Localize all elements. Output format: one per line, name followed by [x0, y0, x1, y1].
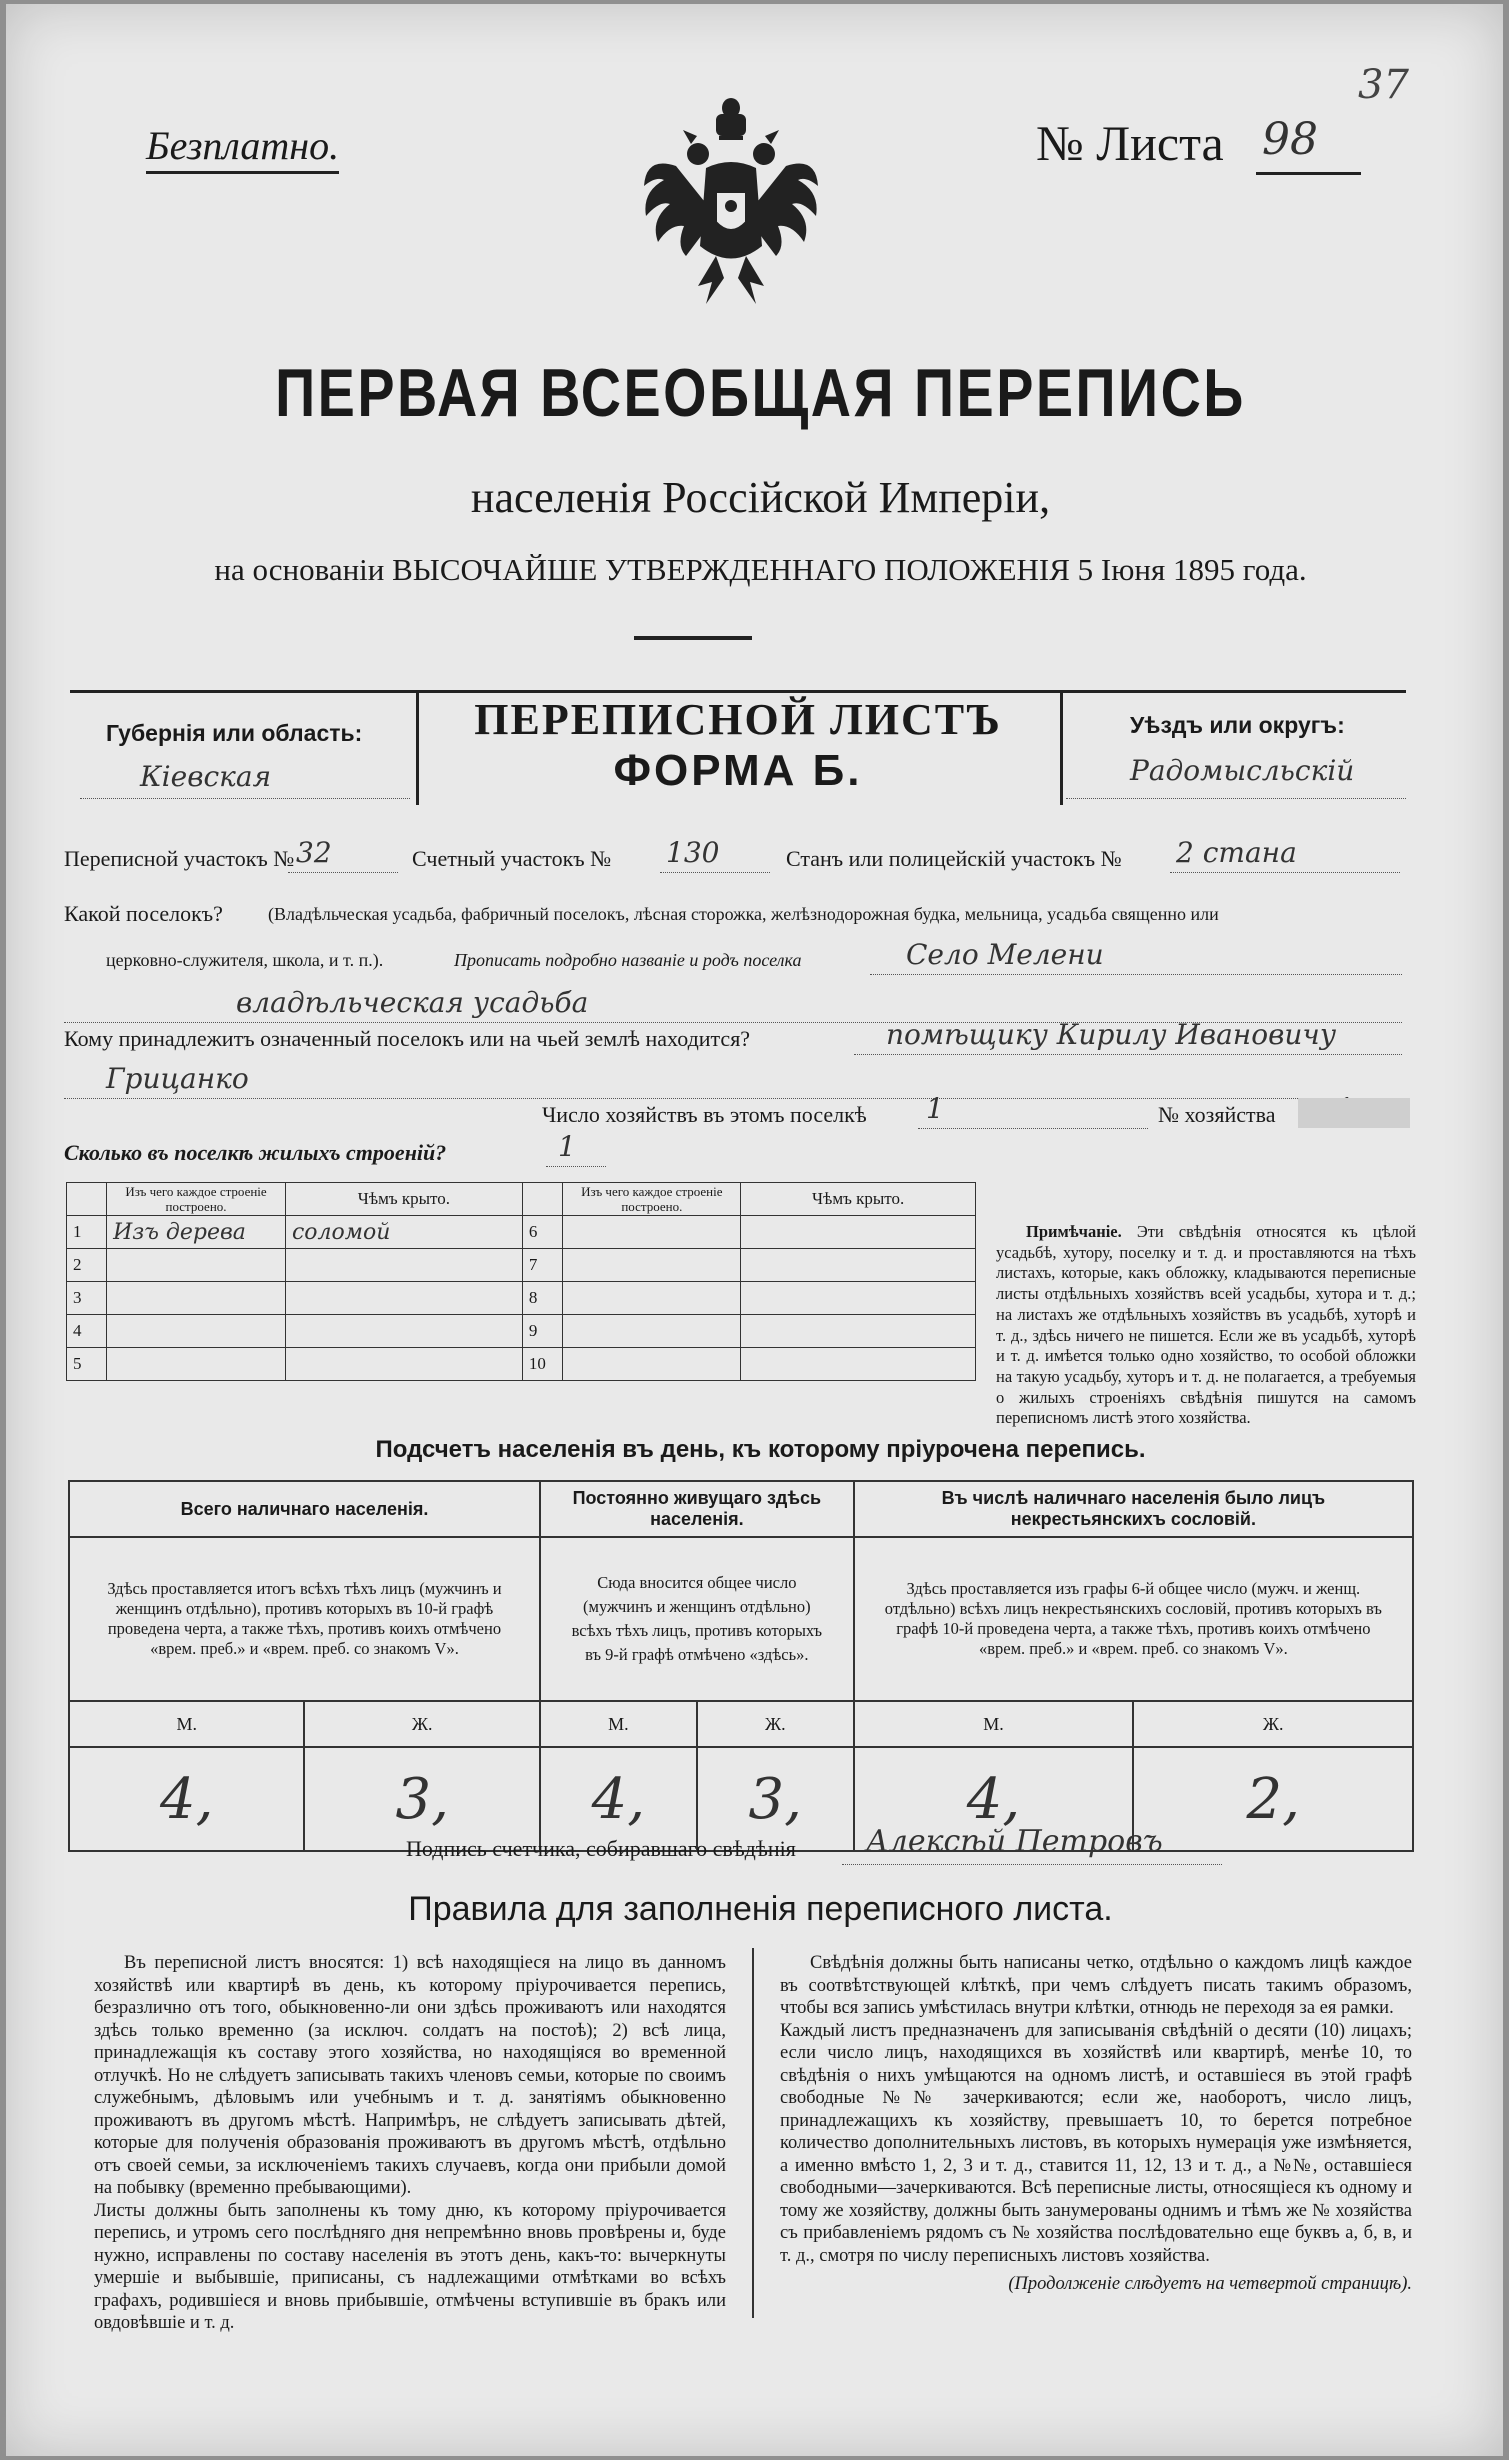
- province-value: Кіевская: [140, 760, 272, 793]
- census-area-value: 32: [296, 836, 332, 869]
- owner-value-2: Грицанко: [106, 1062, 249, 1095]
- settlement-value-2: владѣльческая усадьба: [236, 986, 589, 1019]
- owner-question: Кому принадлежитъ означенный поселокъ или на чьей землѣ находится?: [64, 1026, 751, 1051]
- col-roof-right: Чѣмъ крыто.: [741, 1183, 976, 1216]
- census-area-label: Переписной участокъ №: [64, 846, 295, 871]
- building-number: 9: [522, 1315, 562, 1348]
- pop-col1-text: Здѣсь проставляется итогъ всѣхъ тѣхъ лицъ (мужчинъ и женщинъ отдѣльно), противъ которыхъ въ 10-й графѣ проведена черта, а также тѣхъ, противъ коихъ отмѣчено «врем. преб.» и «врем. преб. со знакомъ V».: [69, 1537, 540, 1701]
- census-basis: на основаніи ВЫСОЧАЙШЕ УТВЕРЖДЕННАГО ПОЛОЖЕНІЯ 5 Іюня 1895 года.: [214, 552, 1307, 587]
- population-heading: Подсчетъ населенія въ день, къ которому пріурочена перепись.: [375, 1436, 1146, 1463]
- building-material: [107, 1315, 286, 1348]
- rules-divider: [752, 1948, 754, 2318]
- settlement-hint-2: церковно-служителя, школа, и т. п.).: [106, 950, 384, 970]
- buildings-table-row: [67, 1348, 976, 1381]
- households-label: Число хозяйствъ въ этомъ поселкѣ: [542, 1102, 867, 1127]
- settlement-instruction: Прописать подробно названіе и родъ поселка: [454, 950, 802, 970]
- building-roof: [285, 1348, 522, 1381]
- pop-value: 3,: [304, 1747, 539, 1851]
- pop-m-label: М.: [854, 1701, 1134, 1747]
- census-subtitle: населенія Россійской Имперіи,: [470, 473, 1051, 522]
- population-table: [68, 1480, 1414, 1852]
- building-material: [107, 1282, 286, 1315]
- free-label: Безплатно.: [146, 122, 339, 174]
- building-roof: [741, 1282, 976, 1315]
- building-number: 3: [67, 1282, 107, 1315]
- sheet-number-value: 98: [1262, 114, 1318, 165]
- households-value: 1: [926, 1092, 944, 1125]
- buildings-table: [66, 1182, 976, 1381]
- count-area-label: Счетный участокъ №: [412, 846, 612, 871]
- building-roof: [741, 1348, 976, 1381]
- pop-mf-row: [69, 1701, 1413, 1747]
- district-value: Радомысльскій: [1130, 754, 1355, 787]
- pop-value: 4,: [540, 1747, 697, 1851]
- archive-number: 37: [1358, 62, 1409, 108]
- buildings-table-row: [67, 1249, 976, 1282]
- rules-right-text: Свѣдѣнія должны быть написаны четко, отдѣльно о каждомъ лицѣ каждое въ соотвѣтствующей клѣткѣ, при чемъ слѣдуетъ писать такимъ образомъ, чтобы вся запись умѣстилась внутри клѣтки, отнюдь не переходя за ея рамки. Каждый листъ предназначенъ для записыванія свѣдѣній о десяти (10) лицахъ; если число лицъ, находящихся въ хозяйствѣ или квартирѣ, менѣе 10, то свѣдѣнія о нихъ умѣщаются на одномъ листѣ, и оставшіеся въ этой графѣ свободные №№ зачеркиваются; если же, наоборотъ, число лицъ, принадлежащихъ къ хозяйству, превышаетъ 10, то берется потребное количество дополнительныхъ листовъ, въ которыхъ нумерація уже измѣняется, а именно вмѣсто 1, 2, 3 и т. д., ставится 11, 12, 13 и т. д., а №№, оставшіеся свободными—зачеркиваются. Всѣ переписные листы, относящіеся къ одному и тому же хозяйству, должны быть занумерованы однимъ и тѣмъ же № хозяйства съ прибавленіемъ рядомъ съ № хозяйства послѣдовательно еще буквъ а, б, в, и т. д., смотря по числу переписныхъ листовъ хозяйства.: [780, 1953, 1412, 2266]
- settlement-hint-1: (Владѣльческая усадьба, фабричный поселокъ, лѣсная сторожка, желѣзнодорожная будка, мельница, усадьба священно или: [268, 904, 1219, 924]
- buildings-table-header: [67, 1183, 976, 1216]
- pop-f-label: Ж.: [1133, 1701, 1413, 1747]
- building-material: Изъ дерева: [107, 1216, 286, 1249]
- rules-continued: (Продолженіе слѣдуетъ на четвертой страницѣ).: [1008, 2274, 1412, 2294]
- imperial-eagle-emblem: [636, 96, 826, 326]
- pop-col3-title: Въ числѣ наличнаго населенія было лицъ некрестьянскихъ сословій.: [854, 1481, 1413, 1537]
- col-roof-left: Чѣмъ крыто.: [285, 1183, 522, 1216]
- building-material: [563, 1348, 741, 1381]
- building-roof: [741, 1216, 976, 1249]
- building-material: [107, 1249, 286, 1282]
- pop-col1-title: Всего наличнаго населенія.: [69, 1481, 540, 1537]
- building-roof: соломой: [285, 1216, 522, 1249]
- rules-right-column: [780, 1952, 1412, 2296]
- building-material: [563, 1249, 741, 1282]
- col-built-left: Изъ чего каждое строеніе построено.: [107, 1183, 286, 1216]
- building-material: [563, 1216, 741, 1249]
- building-roof: [285, 1315, 522, 1348]
- pop-f-label: Ж.: [304, 1701, 539, 1747]
- note-title: Примѣчаніе.: [1026, 1222, 1122, 1241]
- census-main-title: ПЕРВАЯ ВСЕОБЩАЯ ПЕРЕПИСЬ: [275, 355, 1246, 431]
- sheet-number-label: № Листа: [1036, 115, 1224, 171]
- form-title: ПЕРЕПИСНОЙ ЛИСТЪ: [474, 695, 1002, 744]
- station-label: Станъ или полицейскій участокъ №: [786, 846, 1122, 871]
- household-number-label: № хозяйства: [1158, 1102, 1276, 1127]
- form-header-box: [70, 690, 1406, 805]
- sheet-number-underline: [1256, 172, 1361, 175]
- building-number: 2: [67, 1249, 107, 1282]
- pop-value: 3,: [697, 1747, 854, 1851]
- station-value: 2 стана: [1176, 836, 1297, 869]
- building-roof: [285, 1282, 522, 1315]
- pop-f-label: Ж.: [697, 1701, 854, 1747]
- building-number: 5: [67, 1348, 107, 1381]
- note-block: [996, 1222, 1416, 1429]
- form-name: ФОРМА Б.: [613, 746, 863, 795]
- buildings-label: Сколько въ поселкѣ жилыхъ строеній?: [64, 1140, 447, 1165]
- building-material: [107, 1348, 286, 1381]
- buildings-value: 1: [558, 1130, 576, 1163]
- building-number: 10: [522, 1348, 562, 1381]
- pop-col2-text: Сюда вносится общее число (мужчинъ и женщинъ отдѣльно) всѣхъ тѣхъ лицъ, противъ которыхъ въ 9-й графѣ отмѣчено «здѣсь».: [540, 1537, 854, 1701]
- pop-value: 2,: [1133, 1747, 1413, 1851]
- province-label: Губернія или область:: [106, 720, 363, 746]
- title-divider: [634, 636, 752, 640]
- col-built-right: Изъ чего каждое строеніе построено.: [563, 1183, 741, 1216]
- rules-left-text: Въ переписной листъ вносятся: 1) всѣ находящіеся на лицо въ данномъ хозяйствѣ или квартирѣ въ день, къ которому пріурочивается перепись, безразлично отъ того, обыкновенно-ли они здѣсь проживаютъ или находятся здѣсь только временно (за исключ. солдатъ на постоѣ); 2) всѣ лица, принадлежащія къ составу этого хозяйства, но находящіяся во временной отлучкѣ. Но не слѣдуетъ записывать такихъ членовъ семьи, которые по своимъ служебнымъ, дѣловымъ или учебнымъ и т. д. занятіямъ обыкновенно проживаютъ въ другомъ мѣстѣ. Напримѣръ, не слѣдуетъ записывать дѣтей, которые для полученія образованія проживаютъ въ другомъ мѣстѣ, отдѣльно отъ своей семьи, за исключеніемъ такихъ случаевъ, когда они прибыли домой на побывку (временно пребывающими). Листы должны быть заполнены къ тому дню, къ которому пріурочивается перепись, и утромъ сего послѣдняго дня непремѣнно вновь провѣрены и, буде нужно, исправлены по составу населенія въ этотъ день, какъ-то: вычеркнуты умершіе и выбывшіе, приписаны, съ надлежащими отмѣтками во всѣхъ графахъ, родившіеся и вновь прибывшіе, отмѣчены вступившіе въ бракъ или овдовѣвшіе и т. д.: [94, 1953, 726, 2333]
- building-number: 4: [67, 1315, 107, 1348]
- pop-value: 4,: [854, 1747, 1134, 1851]
- settlement-question: Какой поселокъ?: [64, 901, 223, 926]
- pop-m-label: М.: [69, 1701, 304, 1747]
- pop-col3-text: Здѣсь проставляется изъ графы 6-й общее число (мужч. и женщ. отдѣльно) всѣхъ лицъ некрестьянскихъ сословій, противъ которыхъ въ графѣ 10-й проведена черта, а также тѣхъ, противъ коихъ отмѣчено «врем. преб.» и «врем. преб. со знакомъ V».: [854, 1537, 1413, 1701]
- pop-value: 4,: [69, 1747, 304, 1851]
- building-number: 7: [522, 1249, 562, 1282]
- buildings-table-row: [67, 1315, 976, 1348]
- building-roof: [285, 1249, 522, 1282]
- building-material: [563, 1315, 741, 1348]
- count-area-value: 130: [666, 836, 720, 869]
- buildings-table-row: [67, 1282, 976, 1315]
- signature-value: Алексѣй Петровъ: [866, 1824, 1163, 1859]
- household-number-box: [1298, 1098, 1410, 1128]
- owner-value-1: помѣщику Кирилу Ивановичу: [886, 1018, 1337, 1051]
- building-number: 8: [522, 1282, 562, 1315]
- settlement-value-1: Село Мелени: [906, 938, 1104, 971]
- census-sheet: [6, 4, 1503, 2456]
- pop-m-label: М.: [540, 1701, 697, 1747]
- building-material: [563, 1282, 741, 1315]
- rules-heading: Правила для заполненія переписного листа.: [408, 1890, 1113, 1928]
- building-number: 6: [522, 1216, 562, 1249]
- buildings-table-row: [67, 1216, 976, 1249]
- building-roof: [741, 1249, 976, 1282]
- pop-col2-title: Постоянно живущаго здѣсь населенія.: [540, 1481, 854, 1537]
- note-text: Эти свѣдѣнія относятся къ цѣлой усадьбѣ, хутору, поселку и т. д. и проставляются на тѣхъ листахъ, которые, какъ обложку, кладываются переписные листы отдѣльныхъ хозяйствъ всей усадьбы, хутора и т. д.; на листахъ же отдѣльныхъ хозяйствъ въ усадьбѣ, хуторѣ и т. д., здѣсь ничего не пишется. Если же въ усадьбѣ, хуторѣ и т. д. имѣется только одно хозяйство, то особой обложки на такую усадьбу, хуторъ и т. д. не полагается, а требуемыя о жилыхъ строеніяхъ свѣдѣнія пишутся на самомъ переписномъ листѣ этого хозяйства.: [996, 1222, 1416, 1428]
- building-number: 1: [67, 1216, 107, 1249]
- district-label: Уѣздъ или округъ:: [1130, 712, 1345, 738]
- building-roof: [741, 1315, 976, 1348]
- rules-left-column: [94, 1952, 726, 2335]
- signature-label: Подпись счетчика, собиравшаго свѣдѣнія: [406, 1836, 796, 1861]
